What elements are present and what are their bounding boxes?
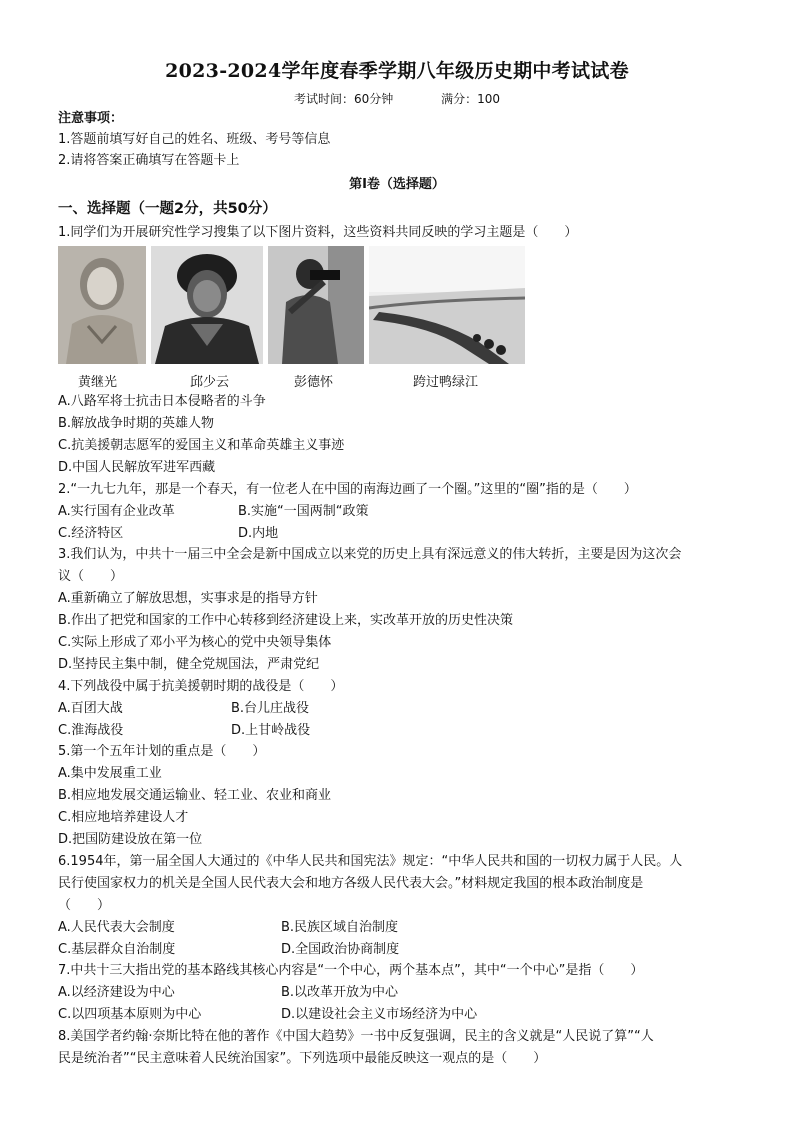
option: D.全国政治协商制度	[281, 942, 400, 957]
photo-caption: 跨过鸭绿江	[413, 375, 479, 390]
option: D.以建设社会主义市场经济为中心	[281, 1007, 478, 1022]
photo-caption: 黄继光	[78, 375, 118, 390]
option: D.中国人民解放军进军西藏	[58, 460, 216, 475]
part-heading: 第I卷（选择题）	[349, 177, 445, 192]
option: D.上甘岭战役	[231, 723, 311, 738]
question-stem: （ ）	[58, 898, 111, 913]
note-item: 1.答题前填写好自己的姓名、班级、考号等信息	[58, 132, 331, 147]
option: B.台儿庄战役	[231, 701, 310, 716]
note-item: 2.请将答案正确填写在答题卡上	[58, 153, 240, 168]
photo-peng-dehuai	[268, 246, 364, 364]
question-stem: 议（ ）	[58, 569, 124, 584]
photo-caption: 邱少云	[190, 375, 230, 390]
option: B.相应地发展交通运输业、轻工业、农业和商业	[58, 788, 332, 803]
option: A.人民代表大会制度	[58, 920, 175, 935]
photo-huang-jiguang	[58, 246, 146, 364]
question-stem: 7.中共十三大指出党的基本路线其核心内容是“一个中心，两个基本点”，其中“一个中心”是指（ ）	[58, 963, 644, 978]
option: B.实施“一国两制“政策	[238, 504, 369, 519]
option: A.八路军将士抗击日本侵略者的斗争	[58, 394, 266, 409]
option: A.集中发展重工业	[58, 766, 162, 781]
option: A.百团大战	[58, 701, 123, 716]
exam-score: 满分：100	[441, 92, 500, 106]
option: D.内地	[238, 526, 279, 541]
question-stem: 民是统治者”“民主意味着人民统治国家”。下列选项中最能反映这一观点的是（ ）	[58, 1051, 547, 1066]
question-stem: 8.美国学者约翰·奈斯比特在他的著作《中国大趋势》一书中反复强调，民主的含义就是“人民说了算”“人	[58, 1029, 654, 1044]
question-stem: 1.同学们为开展研究性学习搜集了以下图片资料，这些资料共同反映的学习主题是（ ）	[58, 225, 578, 240]
option: A.实行国有企业改革	[58, 504, 175, 519]
option: C.以四项基本原则为中心	[58, 1007, 202, 1022]
option: D.把国防建设放在第一位	[58, 832, 203, 847]
question-stem: 2.“一九七九年，那是一个春天，有一位老人在中国的南海边画了一个圈。”这里的“圈”指的是（ ）	[58, 482, 637, 497]
question-stem: 6.1954年，第一届全国人大通过的《中华人民共和国宪法》规定：“中华人民共和国的一切权力属于人民。人	[58, 854, 683, 869]
question-stem: 民行使国家权力的机关是全国人民代表大会和地方各级人民代表大会。”材料规定我国的根本政治制度是	[58, 876, 644, 891]
option: B.民族区域自治制度	[281, 920, 399, 935]
option: C.实际上形成了邓小平为核心的党中央领导集体	[58, 635, 332, 650]
section-heading: 一、选择题（一题2分，共50分）	[58, 201, 277, 217]
option: C.淮海战役	[58, 723, 124, 738]
question-stem: 4.下列战役中属于抗美援朝时期的战役是（ ）	[58, 679, 344, 694]
option: C.基层群众自治制度	[58, 942, 176, 957]
exam-time: 考试时间：60分钟	[293, 92, 394, 106]
exam-meta	[0, 90, 794, 107]
photo-crossing-yalu	[369, 246, 525, 364]
option: C.经济特区	[58, 526, 124, 541]
option: C.相应地培养建设人才	[58, 810, 189, 825]
notes-heading: 注意事项：	[58, 111, 124, 126]
option: A.重新确立了解放思想，实事求是的指导方针	[58, 591, 318, 606]
question-stem: 5.第一个五年计划的重点是（ ）	[58, 744, 266, 759]
page-title: 2023-2024学年度春季学期八年级历史期中考试试卷	[165, 60, 629, 82]
photo-qiu-shaoyun	[151, 246, 263, 364]
option: D.坚持民主集中制，健全党规国法，严肃党纪	[58, 657, 320, 672]
question-stem: 3.我们认为，中共十一届三中全会是新中国成立以来党的历史上具有深远意义的伟大转折，主要是因为这次会	[58, 547, 682, 562]
option: B.作出了把党和国家的工作中心转移到经济建设上来，实改革开放的历史性决策	[58, 613, 514, 628]
option: C.抗美援朝志愿军的爱国主义和革命英雄主义事迹	[58, 438, 345, 453]
option: B.以改革开放为中心	[281, 985, 399, 1000]
option: A.以经济建设为中心	[58, 985, 175, 1000]
option: B.解放战争时期的英雄人物	[58, 416, 215, 431]
photo-caption: 彭德怀	[294, 375, 334, 390]
